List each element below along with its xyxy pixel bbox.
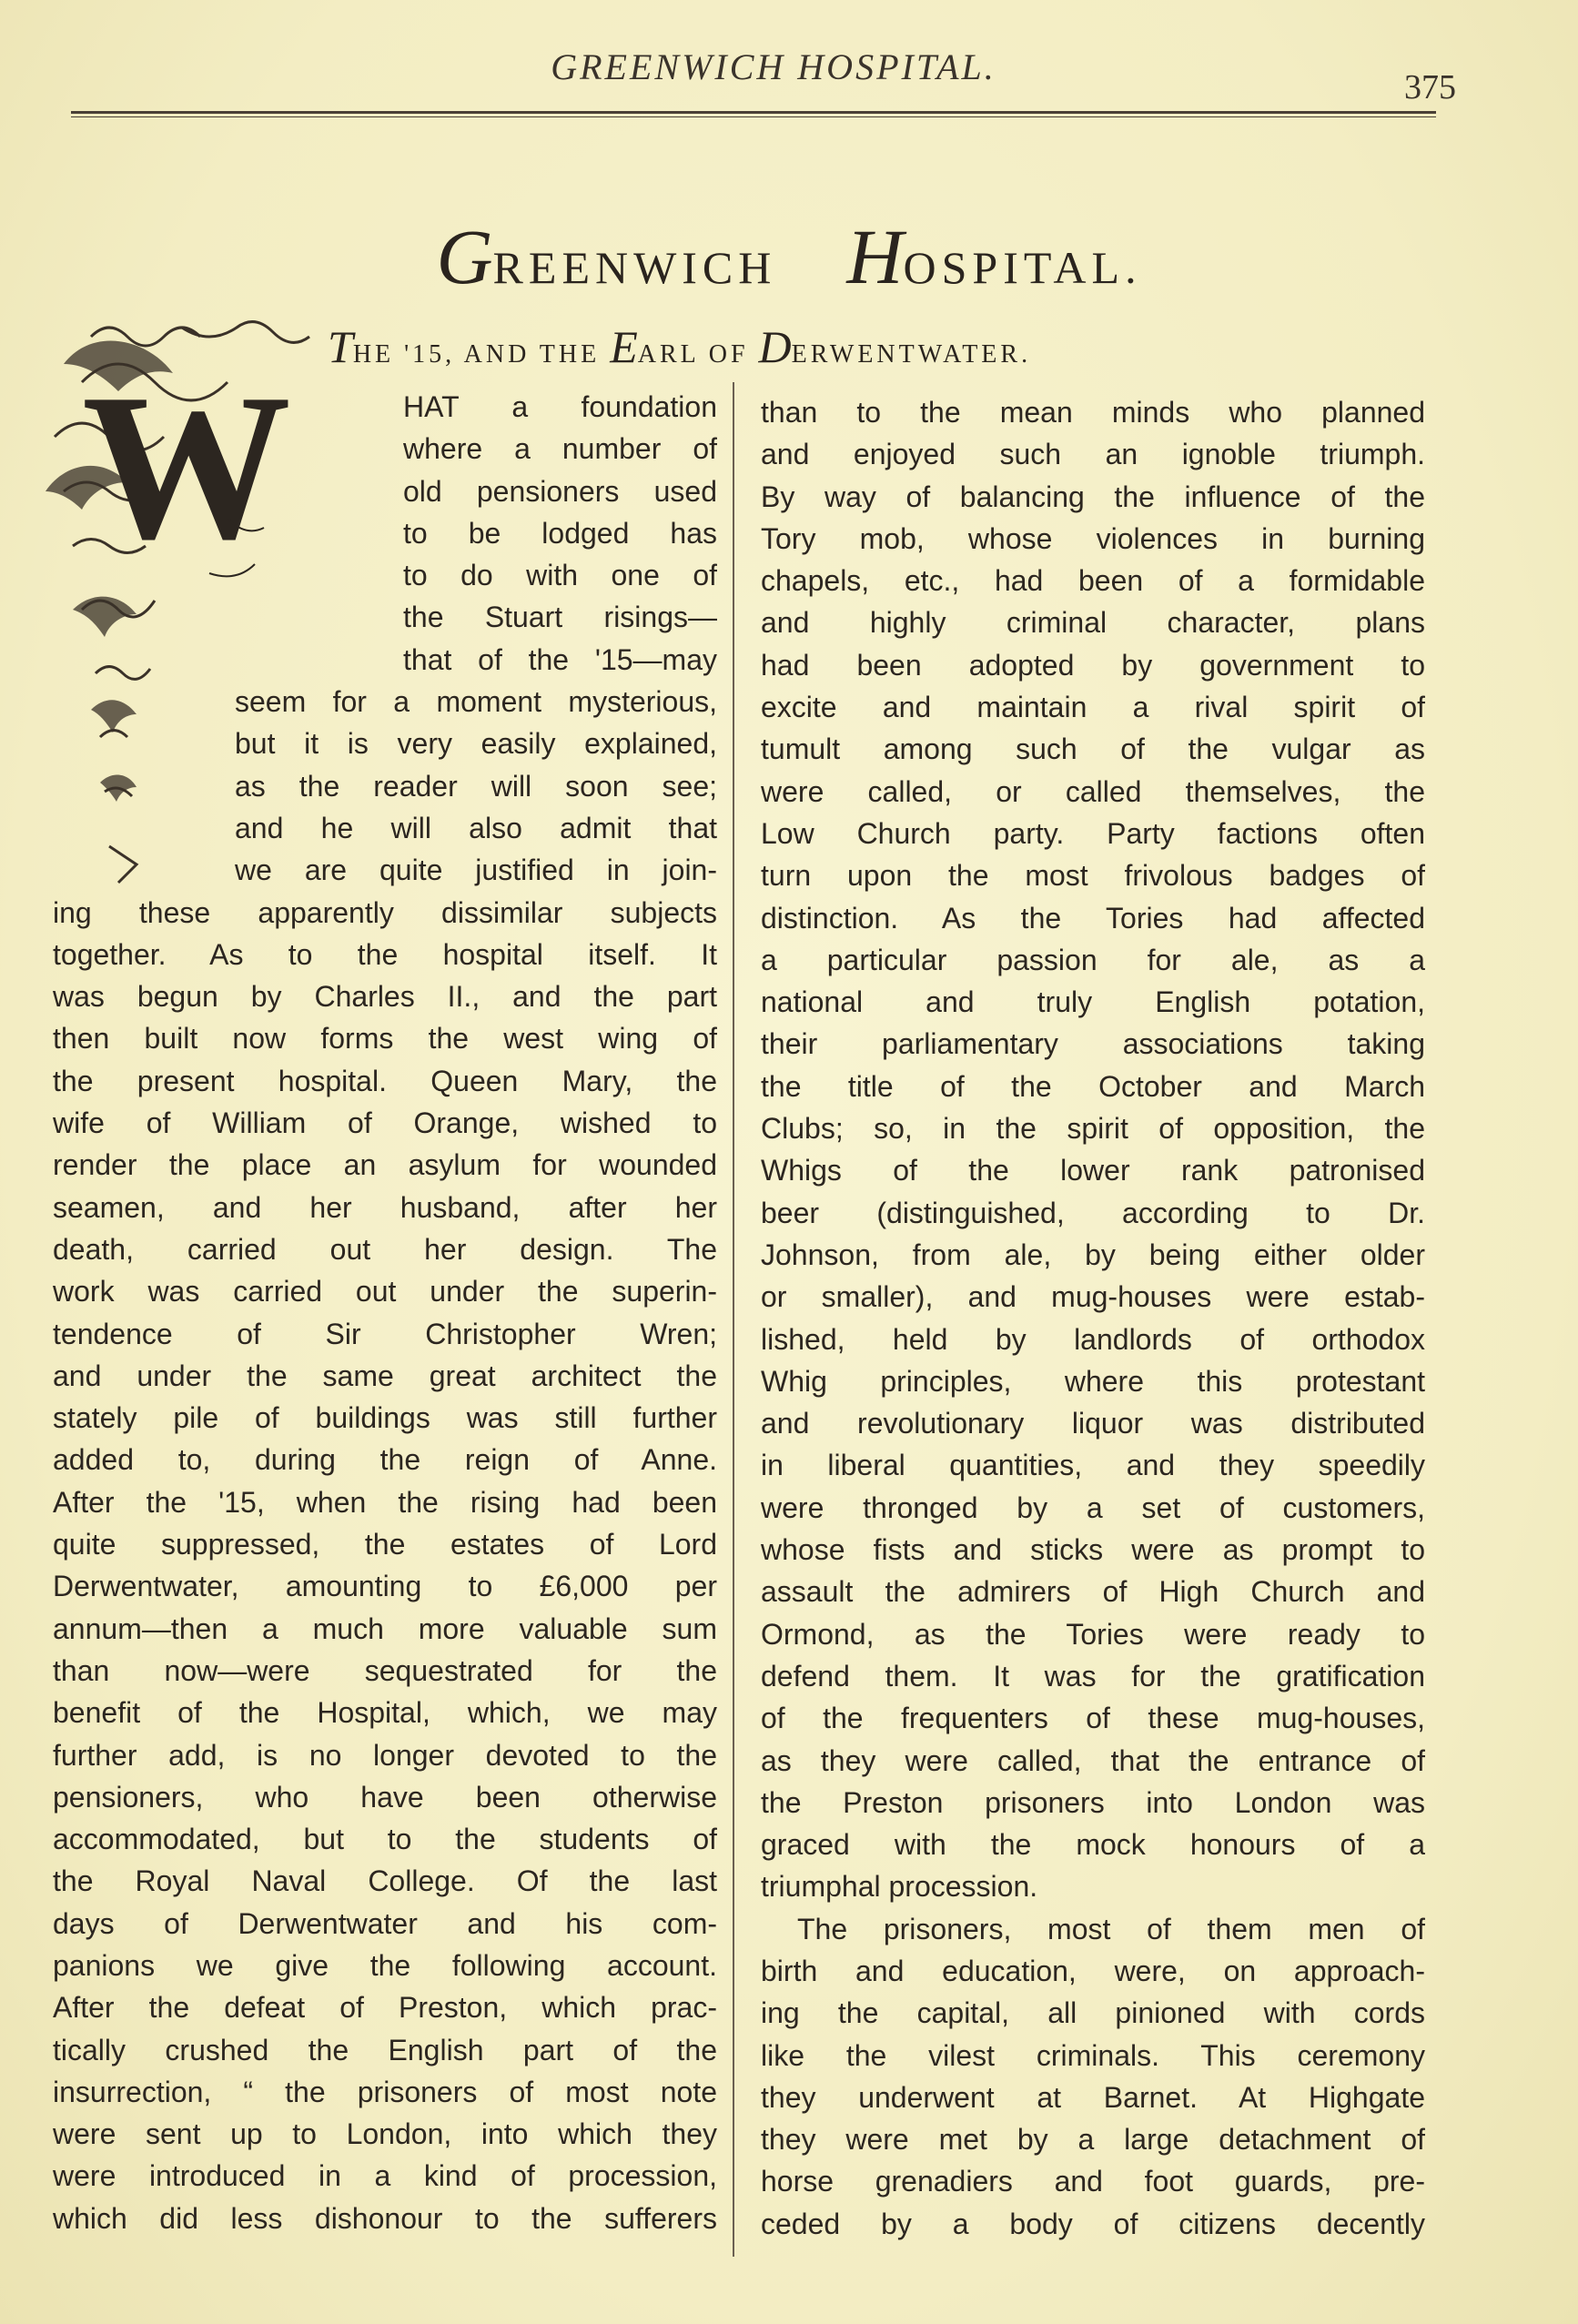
text-line: a particular passion for ale, as a [761, 943, 1425, 976]
text-line: beer (distinguished, according to Dr. [761, 1196, 1425, 1229]
text-line: added to, during the reign of Anne. [53, 1443, 717, 1477]
text-line: and revolutionary liquor was distributed [761, 1407, 1425, 1440]
text-line: distinction. As the Tories had affected [761, 901, 1425, 935]
text-line: graced with the mock honours of a [761, 1828, 1425, 1862]
text-line: the Royal Naval College. Of the last [53, 1864, 717, 1898]
text-line: tumult among such of the vulgar as [761, 733, 1425, 766]
text-line: were called, or called themselves, the [761, 774, 1425, 808]
text-line: Tory mob, whose violences in burning [761, 521, 1425, 555]
text-line: old pensioners used [403, 474, 717, 508]
text-line: days of Derwentwater and his com- [53, 1906, 717, 1940]
text-line: as they were called, that the entrance of [761, 1743, 1425, 1777]
text-line: horse grenadiers and foot guards, pre- [761, 2165, 1425, 2198]
text-line: of the frequenters of these mug-houses, [761, 1702, 1425, 1735]
text-line: and under the same great architect the [53, 1359, 717, 1392]
running-title: GREENWICH HOSPITAL. [551, 46, 996, 87]
text-line: Ormond, as the Tories were ready to [761, 1617, 1425, 1651]
title-word-2: OSPITAL. [903, 242, 1142, 293]
text-line: Whigs of the lower rank patronised [761, 1154, 1425, 1187]
text-line: the present hospital. Queen Mary, the [53, 1064, 717, 1097]
text-line: pensioners, who have been otherwise [53, 1780, 717, 1814]
text-line: their parliamentary associations taking [761, 1027, 1425, 1061]
text-line: chapels, etc., had been of a formidable [761, 564, 1425, 598]
text-line: together. As to the hospital itself. It [53, 937, 717, 971]
text-line: defend them. It was for the gratification [761, 1659, 1425, 1692]
text-line: work was carried out under the superin- [53, 1275, 717, 1309]
text-line: like the vilest criminals. This ceremony [761, 2038, 1425, 2072]
text-line: were introduced in a kind of procession, [53, 2159, 717, 2193]
text-line: were thronged by a set of customers, [761, 1490, 1425, 1524]
title-word-1: REENWICH [492, 242, 777, 293]
text-line: the Preston prisoners into London was [761, 1785, 1425, 1819]
text-line: which did less dishonour to the sufferers [53, 2201, 717, 2235]
text-line: panions we give the following account. [53, 1948, 717, 1982]
text-line: and he will also admit that [235, 811, 717, 844]
header-rule [71, 111, 1436, 114]
text-line: birth and education, were, on approach- [761, 1954, 1425, 1987]
text-line: further add, is no longer devoted to the [53, 1738, 717, 1772]
text-line: annum—then a much more valuable sum [53, 1612, 717, 1645]
title-initial-g: G [436, 213, 493, 300]
subtitle-part-1: HE '15, AND THE [352, 340, 601, 369]
text-line: or smaller), and mug-houses were estab- [761, 1280, 1425, 1314]
text-line: assault the admirers of High Church and [761, 1575, 1425, 1609]
text-line: they were met by a large detachment of [761, 2123, 1425, 2157]
text-line: the Stuart risings— [403, 601, 717, 634]
page-number: 375 [1404, 68, 1456, 106]
text-line: benefit of the Hospital, which, we may [53, 1696, 717, 1730]
text-line: death, carried out her design. The [53, 1232, 717, 1266]
text-line: After the defeat of Preston, which prac- [53, 1991, 717, 2025]
text-line: that of the '15—may [403, 642, 717, 676]
text-line: Clubs; so, in the spirit of opposition, the [761, 1112, 1425, 1146]
text-line: to do with one of [403, 559, 717, 592]
text-line: HAT a foundation [403, 390, 717, 423]
text-line: ceded by a body of citizens decently [761, 2207, 1425, 2240]
text-line: in liberal quantities, and they speedily [761, 1449, 1425, 1482]
text-line: to be lodged has [403, 516, 717, 550]
text-line: triumphal procession. [761, 1870, 1038, 1904]
text-line: national and truly English potation, [761, 985, 1425, 1019]
text-line: had been adopted by government to [761, 648, 1425, 682]
text-line: stately pile of buildings was still further [53, 1401, 717, 1435]
dropcap-letter: W [82, 350, 291, 582]
text-line: ing these apparently dissimilar subjects [53, 895, 717, 929]
text-line: insurrection, “ the prisoners of most note [53, 2075, 717, 2108]
text-line: tendence of Sir Christopher Wren; [53, 1317, 717, 1350]
column-divider [733, 382, 734, 2257]
subtitle-initial-d: D [758, 321, 792, 372]
text-line: ing the capital, all pinioned with cords [761, 1996, 1425, 2030]
text-line: By way of balancing the influence of the [761, 480, 1425, 513]
text-line: were sent up to London, into which they [53, 2117, 717, 2151]
text-line: render the place an asylum for wounded [53, 1148, 717, 1182]
text-line: Whig principles, where this protestant [761, 1364, 1425, 1398]
text-line: wife of William of Orange, wished to [53, 1106, 717, 1140]
running-head [109, 45, 1456, 106]
article-subtitle [328, 320, 1365, 373]
subtitle-part-2: ARL OF [637, 340, 749, 369]
text-line: and highly criminal character, plans [761, 606, 1425, 640]
text-line: the title of the October and March [761, 1069, 1425, 1103]
text-line: as the reader will soon see; [235, 769, 717, 803]
text-line: turn upon the most frivolous badges of [761, 859, 1425, 893]
subtitle-initial-e: E [610, 321, 638, 372]
text-line: they underwent at Barnet. At Highgate [761, 2080, 1425, 2114]
text-line: seamen, and her husband, after her [53, 1190, 717, 1224]
text-line: After the '15, when the rising had been [53, 1485, 717, 1519]
text-line: where a number of [403, 432, 717, 466]
left-column [53, 386, 717, 2239]
right-column [761, 391, 1425, 2245]
text-line: excite and maintain a rival spirit of [761, 691, 1425, 724]
text-line: whose fists and sticks were as prompt to [761, 1533, 1425, 1567]
title-initial-h: H [846, 213, 904, 300]
text-line: but it is very easily explained, [235, 727, 717, 761]
text-line: was begun by Charles II., and the part [53, 980, 717, 1014]
text-line: accommodated, but to the students of [53, 1823, 717, 1856]
text-line: we are quite justified in join- [235, 854, 717, 887]
text-line: then built now forms the west wing of [53, 1022, 717, 1056]
subtitle-part-3: ERWENTWATER. [791, 340, 1032, 369]
text-line: than to the mean minds who planned [761, 396, 1425, 429]
article-title [273, 211, 1305, 302]
text-line: tically crushed the English part of the [53, 2033, 717, 2066]
text-line: Low Church party. Party factions often [761, 816, 1425, 850]
text-line: seem for a moment mysterious, [235, 685, 717, 719]
text-line: Johnson, from ale, by being either older [761, 1238, 1425, 1271]
text-line: lished, held by landlords of orthodox [761, 1322, 1425, 1356]
text-line: Derwentwater, amounting to £6,000 per [53, 1570, 717, 1603]
text-line: and enjoyed such an ignoble triumph. [761, 438, 1425, 471]
header-rule-thin [71, 116, 1436, 117]
text-line: than now—were sequestrated for the [53, 1653, 717, 1687]
text-line: quite suppressed, the estates of Lord [53, 1528, 717, 1561]
subtitle-initial-t: T [328, 321, 353, 372]
text-line: The prisoners, most of them men of [797, 1912, 1425, 1945]
